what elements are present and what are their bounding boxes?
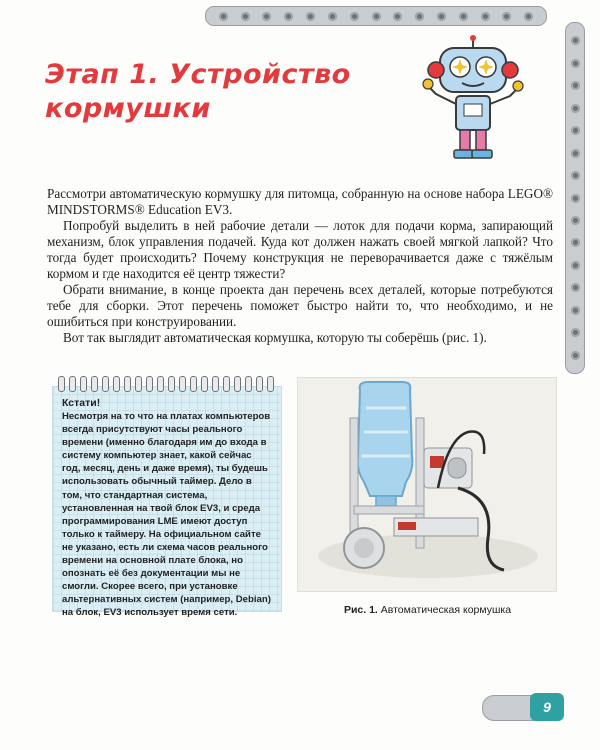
page-title: Этап 1. Устройство кормушки bbox=[45, 59, 351, 124]
notebook-spiral-decoration bbox=[52, 376, 280, 392]
note-title: Кстати! bbox=[62, 397, 101, 409]
page-number-badge: 9 bbox=[530, 693, 564, 721]
paragraph-details: Попробуй выделить в ней рабочие детали — лоток для подачи корма, запирающий механизм, блок управления подачей. Куда кот должен нажать своей мягкой лапкой? Что тогда будет происходить? Почему конструкция не переворачивается даже с тяжёлым кормом и где находится её центр тяжести? bbox=[47, 218, 553, 281]
figure-label: Рис. 1. bbox=[343, 604, 378, 616]
paragraph-parts-list: Обрати внимание, в конце проекта дан перечень всех деталей, которые потребуются тебе для сборки. Этот перечень поможет быстро найти то, что необходимо, и не ошибиться при конструировании. bbox=[47, 282, 553, 329]
body-text bbox=[47, 186, 553, 346]
paragraph-intro: Рассмотри автоматическую кормушку для питомца, собранную на основе набора LEGO® MINDSTORMS® Education EV3. bbox=[47, 186, 553, 217]
lego-beam-top-decoration bbox=[205, 6, 547, 26]
lego-beam-right-decoration bbox=[565, 22, 585, 374]
paragraph-figure-ref: Вот так выглядит автоматическая кормушка, которую ты соберёшь (рис. 1). bbox=[63, 330, 487, 345]
figure-caption-text: Автоматическая кормушка bbox=[380, 604, 512, 616]
robot-mascot-icon bbox=[418, 34, 528, 164]
feeder-photo bbox=[297, 377, 557, 592]
figure-caption bbox=[300, 604, 555, 616]
note-text: Несмотря на то что на платах компьютеров всегда присутствуют часы реального времени (именно благодаря им до входа в систему компьютер знает, какой сейчас год, месяц, день и даже время), ты будешь использовать обычный таймер. Дело в том, что стандартная система, установленная на твой блок EV3, и среда программирования LME имеют доступ только к таймеру. На официальном сайте не указано, есть ли схема часов реального времени на основной плате блока, но опознать её без документации мы не смогли. Скорее всего, при установке альтернативных систем (например, Debian) на блок, EV3 использует время сети. bbox=[62, 411, 271, 619]
